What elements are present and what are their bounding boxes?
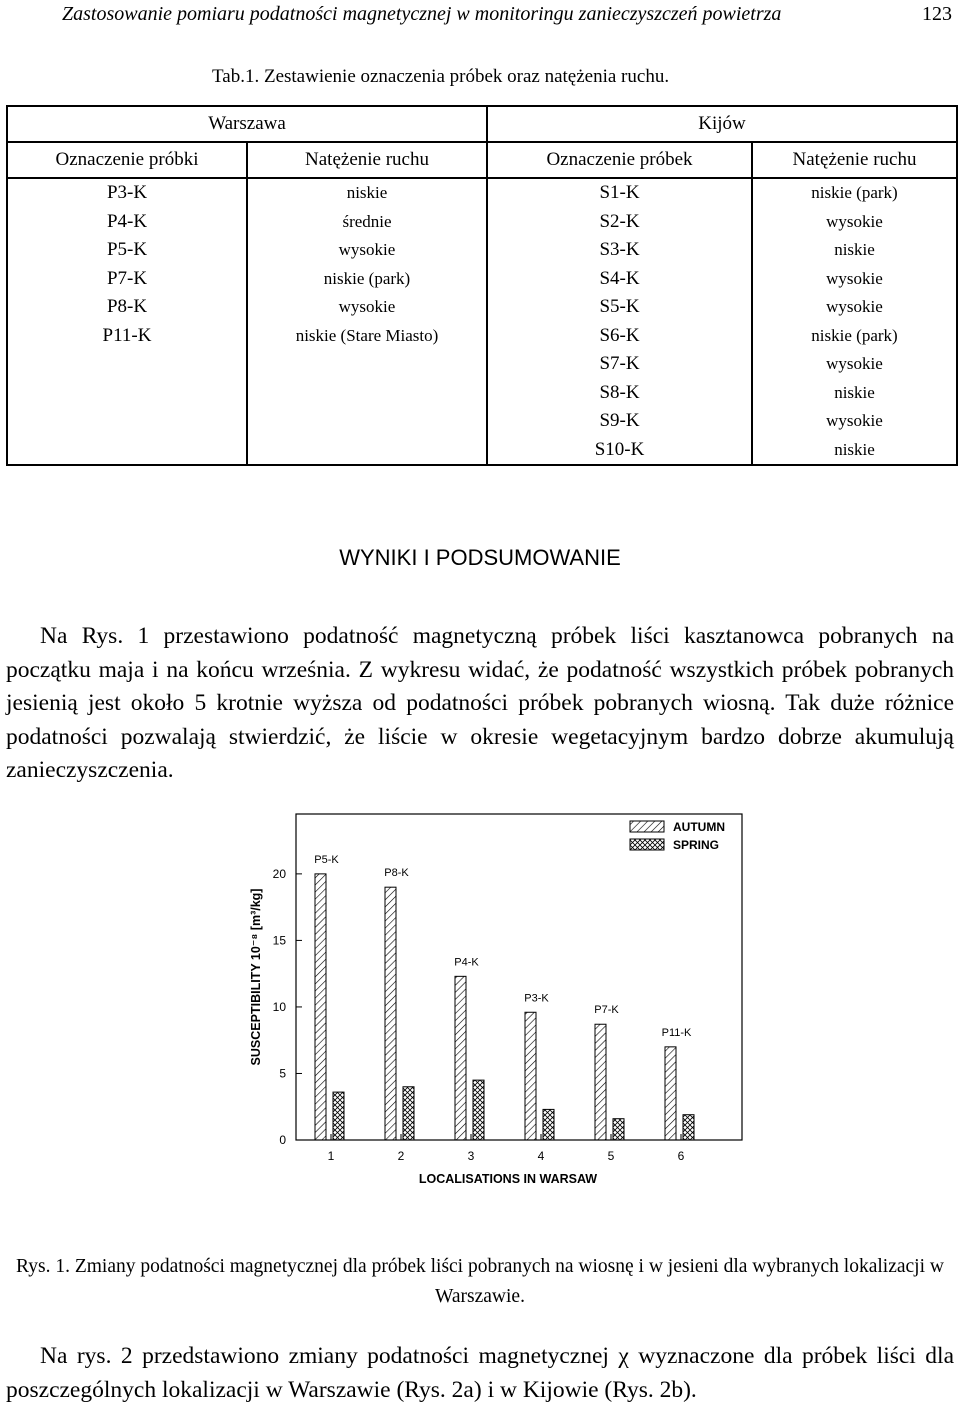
paragraph-2: Na rys. 2 przedstawiono zmiany podatności magnetycznej χ wyznaczone dla próbek liści dla poszczególnych lokalizacji w Warszawie (Rys. 2a) i w Kijowie (Rys. 2b).: [6, 1343, 954, 1403]
column-header: Oznaczenie próbki: [7, 142, 247, 178]
table-cell: średnie: [247, 208, 487, 237]
bar-data-label: P4-K: [454, 956, 479, 969]
table-cell: wysokie: [752, 407, 957, 436]
table-row: [7, 265, 957, 294]
bar-data-label: P8-K: [384, 867, 409, 880]
table-cell: wysokie: [247, 236, 487, 265]
table-row: [7, 379, 957, 408]
table-cell: S10-K: [487, 436, 752, 466]
table-cell: P4-K: [7, 208, 247, 237]
bar-autumn: [595, 1024, 606, 1140]
table-row: [7, 178, 957, 208]
x-tick-label: 5: [607, 1149, 615, 1163]
legend-label: SPRING: [673, 838, 720, 852]
group-header-kijow: Kijów: [487, 106, 957, 142]
section-heading: WYNIKI I PODSUMOWANIE: [339, 545, 621, 570]
y-tick-label: 10: [272, 999, 286, 1014]
table-cell: [247, 379, 487, 408]
y-tick-label: 5: [279, 1066, 286, 1081]
table-body: [7, 178, 957, 465]
table-cell: S7-K: [487, 350, 752, 379]
legend-swatch: [630, 821, 664, 832]
page-number: 123: [922, 3, 952, 25]
table-cell: S1-K: [487, 178, 752, 208]
table-cell: P5-K: [7, 236, 247, 265]
bar-data-label: P11-K: [661, 1026, 692, 1039]
table-cell: wysokie: [752, 208, 957, 237]
column-header: Natężenie ruchu: [752, 142, 957, 178]
table-row: [7, 208, 957, 237]
table-cell: S4-K: [487, 265, 752, 294]
bar-spring: [613, 1119, 624, 1140]
table-cell: wysokie: [752, 293, 957, 322]
bar-autumn: [385, 887, 396, 1140]
table-cell: niskie: [752, 379, 957, 408]
x-tick-label: 3: [467, 1149, 475, 1163]
table-cell: [247, 350, 487, 379]
paragraph-1: Na Rys. 1 przestawiono podatność magnetyczną próbek liści kasztanowca pobranych na początku maja i na końcu września. Z wykresu widać, że podatność wszystkich próbek pobranych jesienią jest około 5 krotnie wyższa od podatności próbek pobranych wiosną. Tak duże różnice podatności pozwalają stwierdzić, że liście w okresie wegetacyjnym bardzo dobrze akumulują zanieczyszczenia.: [6, 623, 954, 783]
table-cell: wysokie: [752, 350, 957, 379]
table-cell: [247, 407, 487, 436]
table-cell: niskie: [247, 178, 487, 208]
table-caption: Tab.1. Zestawienie oznaczenia próbek oraz natężenia ruchu.: [212, 66, 670, 87]
figure-1: [230, 800, 760, 1200]
bar-autumn: [525, 1012, 536, 1140]
table-cell: S9-K: [487, 407, 752, 436]
table-cell: wysokie: [752, 265, 957, 294]
table-cell: [7, 407, 247, 436]
x-tick-label: 1: [327, 1149, 335, 1163]
table-cell: S6-K: [487, 322, 752, 351]
bar-autumn: [665, 1047, 676, 1140]
table-row: [7, 293, 957, 322]
running-head-title: Zastosowanie pomiaru podatności magnetycznej w monitoringu zanieczyszczeń powietrza: [62, 3, 782, 25]
samples-table: [6, 105, 958, 466]
figure-caption: Rys. 1. Zmiany podatności magnetycznej dla próbek liści pobranych na wiosnę i w jesieni dla wybranych lokalizacji w Warszawie.: [16, 1256, 944, 1307]
running-head: [62, 0, 952, 28]
susceptibility-bar-chart: [230, 800, 760, 1200]
table-cell: niskie: [752, 436, 957, 466]
table-row: [7, 322, 957, 351]
table-cell: P3-K: [7, 178, 247, 208]
bar-spring: [403, 1087, 414, 1140]
table-cell: niskie (park): [752, 322, 957, 351]
y-tick-label: 0: [279, 1133, 286, 1147]
legend-swatch: [630, 839, 664, 850]
table-cell: P11-K: [7, 322, 247, 351]
table-cell: [7, 350, 247, 379]
x-tick-label: 6: [677, 1149, 685, 1163]
y-axis-label: SUSCEPTIBILITY 10⁻⁸ [m³/kg]: [249, 888, 263, 1066]
legend-label: AUTUMN: [673, 820, 725, 834]
table-cell: [7, 379, 247, 408]
group-header-warszawa: Warszawa: [7, 106, 487, 142]
x-axis-label: LOCALISATIONS IN WARSAW: [418, 1172, 598, 1186]
table-cell: P7-K: [7, 265, 247, 294]
bar-data-label: P3-K: [524, 992, 549, 1005]
x-tick-label: 4: [537, 1149, 545, 1163]
table-cell: S5-K: [487, 293, 752, 322]
y-tick-label: 15: [272, 933, 286, 948]
table-row: [7, 436, 957, 466]
table-cell: niskie (park): [752, 178, 957, 208]
bar-autumn: [315, 874, 326, 1140]
bar-autumn: [455, 976, 466, 1140]
column-header: Natężenie ruchu: [247, 142, 487, 178]
bar-data-label: P5-K: [314, 853, 339, 866]
table-cell: niskie: [752, 236, 957, 265]
table-cell: [7, 436, 247, 466]
bar-spring: [473, 1080, 484, 1140]
table-cell: S3-K: [487, 236, 752, 265]
table-cell: wysokie: [247, 293, 487, 322]
x-tick-label: 2: [397, 1149, 405, 1163]
bar-spring: [333, 1092, 344, 1140]
table-cell: [247, 436, 487, 466]
table-cell: niskie (park): [247, 265, 487, 294]
table-cell: P8-K: [7, 293, 247, 322]
table-cell: S2-K: [487, 208, 752, 237]
table-cell: niskie (Stare Miasto): [247, 322, 487, 351]
column-header: Oznaczenie próbek: [487, 142, 752, 178]
bar-data-label: P7-K: [594, 1004, 619, 1017]
y-tick-label: 20: [272, 866, 286, 881]
bar-spring: [683, 1115, 694, 1140]
table-row: [7, 236, 957, 265]
table-cell: S8-K: [487, 379, 752, 408]
bar-spring: [543, 1109, 554, 1140]
table-row: [7, 350, 957, 379]
table-row: [7, 407, 957, 436]
